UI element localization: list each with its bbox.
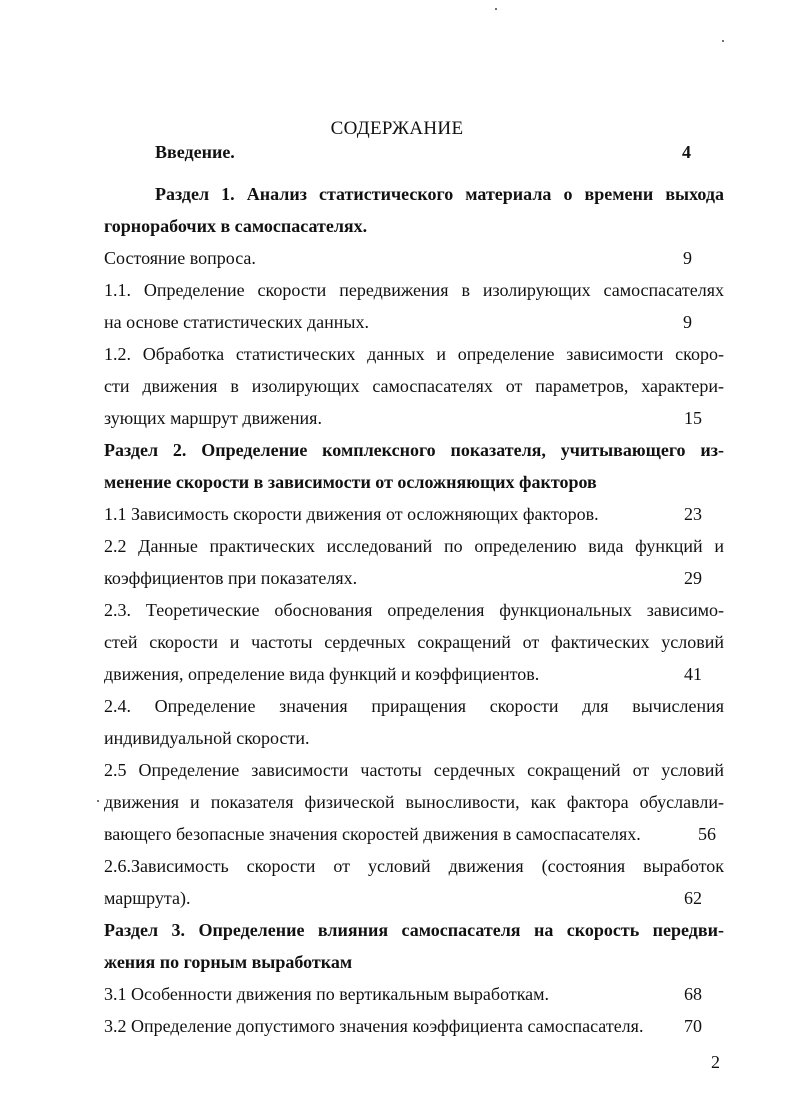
toc-entry-label: зующих маршрут движения. bbox=[104, 408, 322, 428]
toc-entry-page: 9 bbox=[683, 248, 692, 268]
scan-speck bbox=[495, 8, 497, 10]
section-1-heading-line-1[interactable]: Раздел 1. Анализ статистического материала о времени выхода bbox=[155, 184, 724, 204]
toc-entry-introduction[interactable] bbox=[155, 140, 691, 164]
toc-entry-2-4-line-1[interactable]: 2.4. Определение значения приращения скорости для вычисления bbox=[104, 696, 724, 716]
toc-entry-label: Определение зависимости частоты сердечных сокращений от условий bbox=[126, 760, 724, 780]
toc-entry-2-3-line-1[interactable]: 2.3. Теоретические обоснования определения функциональных зависимо- bbox=[104, 600, 724, 620]
page-title: СОДЕРЖАНИЕ bbox=[330, 118, 464, 139]
toc-entry-2-5-line-1[interactable] bbox=[104, 758, 724, 782]
toc-entry-2-3-line-2[interactable]: стей скорости и частоты сердечных сокращений от фактических условий bbox=[104, 632, 724, 652]
scan-speck bbox=[97, 800, 99, 802]
toc-entry-label: коэффициентов при показателях. bbox=[104, 568, 358, 588]
toc-entry-1-1-line-1[interactable]: 1.1. Определение скорости передвижения в изолирующих самоспасателях bbox=[104, 280, 724, 300]
toc-entry-2-2-line-2[interactable] bbox=[104, 566, 702, 590]
toc-entry-1-2-line-3[interactable] bbox=[104, 406, 702, 430]
toc-entry-page: 9 bbox=[683, 312, 692, 332]
toc-entry-page: 41 bbox=[684, 664, 702, 684]
section-3-heading-line-2[interactable]: жения по горным выработкам bbox=[104, 952, 353, 972]
toc-entry-label: на основе статистических данных. bbox=[104, 312, 370, 332]
toc-entry-page: 62 bbox=[684, 888, 702, 908]
toc-entry-2-3-line-3[interactable] bbox=[104, 662, 702, 686]
toc-entry-state[interactable] bbox=[104, 246, 692, 270]
toc-entry-3-2[interactable] bbox=[104, 1014, 702, 1038]
toc-entry-2-2-line-1[interactable]: 2.2 Данные практических исследований по определению вида функций и bbox=[104, 536, 724, 556]
toc-entry-label: 3.2 Определение допустимого значения коэффициента самоспасателя. bbox=[104, 1016, 644, 1036]
toc-entry-label: 3.1 Особенности движения по вертикальным выработкам. bbox=[104, 984, 550, 1004]
scan-speck bbox=[722, 40, 724, 42]
toc-entry-page: 4 bbox=[682, 142, 691, 162]
section-3-heading-line-1[interactable]: Раздел 3. Определение влияния самоспасателя на скорость передви- bbox=[104, 920, 724, 940]
toc-entry-3-1[interactable] bbox=[104, 982, 702, 1006]
toc-entry-label: Введение. bbox=[155, 142, 235, 162]
toc-entry-2-1[interactable] bbox=[104, 502, 702, 526]
toc-entry-2-6-line-2[interactable] bbox=[104, 886, 702, 910]
toc-entry-label: 1.1 Зависимость скорости движения от осложняющих факторов. bbox=[104, 504, 599, 524]
toc-entry-page: 15 bbox=[684, 408, 702, 428]
toc-entry-2-5-line-2[interactable]: движения и показателя физической выносливости, как фактора обуславли- bbox=[104, 792, 724, 812]
section-1-heading-line-2[interactable]: горнорабочих в самоспасателях. bbox=[104, 216, 368, 236]
toc-entry-label: вающего безопасные значения скоростей движения в самоспасателях. bbox=[104, 824, 641, 844]
toc-entry-2-6-line-1[interactable]: 2.6.Зависимость скорости от условий движения (состояния выработок bbox=[104, 856, 724, 876]
toc-entry-page: 70 bbox=[684, 1016, 702, 1036]
section-2-heading-line-2[interactable]: менение скорости в зависимости от осложняющих факторов bbox=[104, 472, 597, 492]
toc-entry-1-1-line-2[interactable] bbox=[104, 310, 692, 334]
toc-entry-1-2-line-1[interactable]: 1.2. Обработка статистических данных и определение зависимости скоро- bbox=[104, 344, 724, 364]
toc-entry-page: 23 bbox=[684, 504, 702, 524]
page-number: 2 bbox=[711, 1052, 720, 1072]
toc-entry-1-2-line-2[interactable]: сти движения в изолирующих самоспасателях от параметров, характери- bbox=[104, 376, 724, 396]
toc-entry-number: 2.5 bbox=[104, 760, 127, 780]
toc-entry-label: Состояние вопроса. bbox=[104, 248, 256, 268]
toc-entry-2-5-line-3[interactable] bbox=[104, 822, 716, 846]
toc-entry-page: 68 bbox=[684, 984, 702, 1004]
toc-entry-2-4-line-2[interactable]: индивидуальной скорости. bbox=[104, 728, 310, 748]
toc-entry-label: движения, определение вида функций и коэффициентов. bbox=[104, 664, 540, 684]
section-2-heading-line-1[interactable]: Раздел 2. Определение комплексного показателя, учитывающего из- bbox=[104, 440, 724, 460]
toc-entry-label: маршрута). bbox=[104, 888, 191, 908]
toc-entry-page: 29 bbox=[684, 568, 702, 588]
toc-entry-page: 56 bbox=[698, 824, 716, 844]
